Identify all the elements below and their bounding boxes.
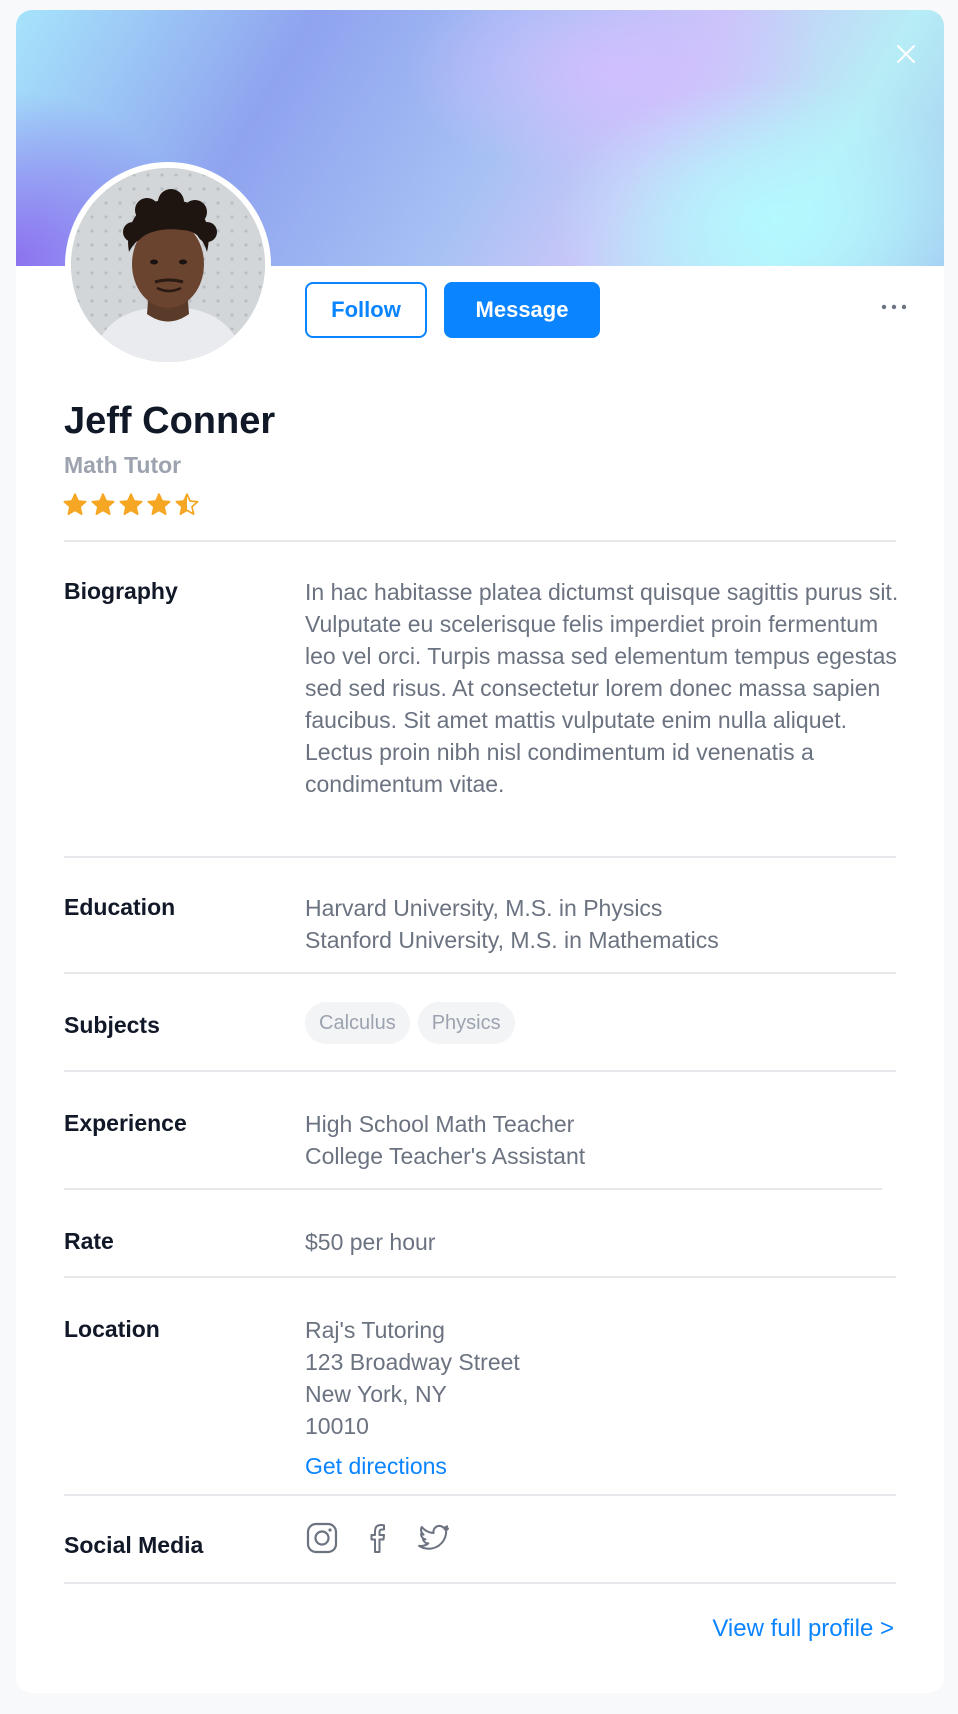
experience-item: High School Math Teacher	[305, 1111, 575, 1137]
close-icon[interactable]	[894, 42, 918, 66]
social-media-label: Social Media	[64, 1532, 204, 1558]
divider	[64, 1188, 882, 1190]
subject-chip-calculus[interactable]: Calculus	[305, 1002, 410, 1044]
instagram-icon[interactable]	[305, 1521, 339, 1555]
address-line: Raj's Tutoring	[305, 1317, 445, 1343]
address-line: New York, NY	[305, 1381, 447, 1407]
address-line: 123 Broadway Street	[305, 1349, 520, 1375]
rate-label: Rate	[64, 1228, 114, 1254]
star-full-icon	[146, 492, 172, 523]
twitter-icon[interactable]	[417, 1521, 451, 1555]
profile-role: Math Tutor	[64, 452, 182, 478]
education-list	[305, 892, 905, 956]
facebook-icon[interactable]	[361, 1521, 395, 1555]
divider	[64, 1582, 896, 1584]
divider	[64, 540, 896, 542]
get-directions-link[interactable]: Get directions	[305, 1453, 447, 1479]
location-address	[305, 1314, 905, 1482]
follow-button[interactable]: Follow	[305, 282, 427, 338]
biography-text: In hac habitasse platea dictumst quisque sagittis purus sit. Vulputate eu scelerisque felis imperdiet proin fermentum leo vel orci. Turpis massa sed elementum tempus egestas sed sed risus. At consectetur lorem donec massa sapien faucibus. Sit amet mattis vulputate enim nulla aliquet. Lectus proin nibh nisl condimentum id venenatis a condimentum vitae.	[305, 579, 899, 797]
location-label: Location	[64, 1316, 160, 1342]
message-button[interactable]: Message	[444, 282, 600, 338]
star-half-icon	[174, 492, 200, 523]
education-item: Harvard University, M.S. in Physics	[305, 895, 663, 921]
profile-name: Jeff Conner	[64, 400, 276, 442]
experience-list	[305, 1108, 905, 1172]
subjects-chips	[305, 1000, 905, 1044]
more-options-icon[interactable]	[880, 300, 908, 314]
rate-value: $50 per hour	[305, 1229, 436, 1255]
address-line: 10010	[305, 1413, 369, 1439]
divider	[64, 972, 896, 974]
divider	[64, 1070, 896, 1072]
star-full-icon	[90, 492, 116, 523]
experience-label: Experience	[64, 1110, 187, 1136]
subject-chip-physics[interactable]: Physics	[418, 1002, 515, 1044]
profile-card	[16, 10, 944, 1693]
divider	[64, 856, 896, 858]
education-label: Education	[64, 894, 176, 920]
star-full-icon	[118, 492, 144, 523]
rating-stars	[62, 492, 200, 523]
divider	[64, 1494, 896, 1496]
avatar	[65, 162, 271, 368]
education-item: Stanford University, M.S. in Mathematics	[305, 927, 719, 953]
star-full-icon	[62, 492, 88, 523]
subjects-label: Subjects	[64, 1012, 160, 1038]
experience-item: College Teacher's Assistant	[305, 1143, 586, 1169]
divider	[64, 1276, 896, 1278]
biography-label: Biography	[64, 578, 178, 604]
view-full-profile-link[interactable]: View full profile >	[712, 1615, 894, 1642]
social-icons	[305, 1521, 451, 1555]
